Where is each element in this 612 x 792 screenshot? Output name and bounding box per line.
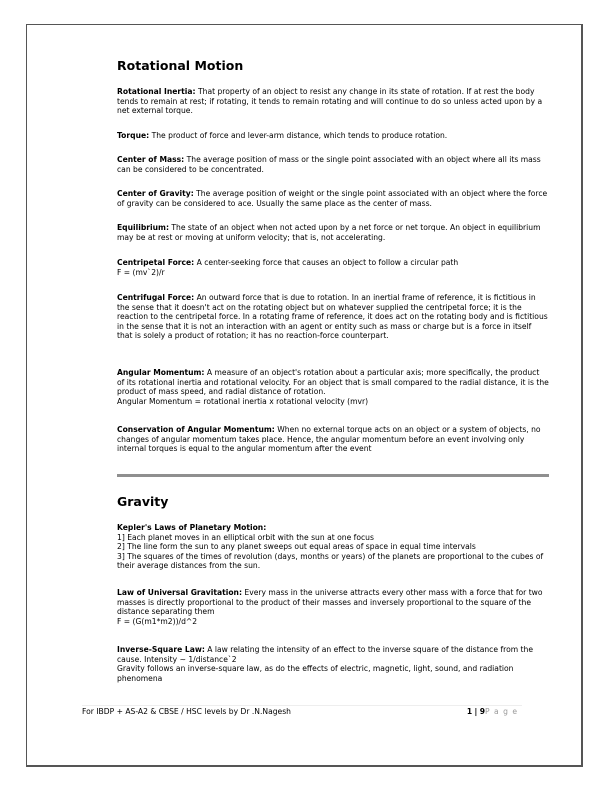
kepler-law-2: 2] The line form the sun to any planet sweeps out equal areas of space in equal time intervals (117, 542, 476, 552)
formula: F = (mv`2)/r (117, 267, 165, 277)
page-total: 9 (479, 707, 486, 716)
formula: Angular Momentum = rotational inertia x rotational velocity (mvr) (117, 396, 369, 406)
definition: A measure of an object's rotation about a particular axis; more specifically, the product of its rotational inertia and rotational velocity. For an object that is small compared to the radial distance, it is the product of mass speed, and radial distance of rotation. (117, 368, 549, 397)
definition: When no external torque acts on an object or a system of objects, no changes of angular momentum takes place. Hence, the angular momentum before an event involving only internal torques is equal to the angular momentum after the event (117, 425, 541, 454)
term: Kepler's Laws of Planetary Motion: (117, 523, 267, 532)
entry-rotational-inertia (117, 87, 549, 116)
entry-center-of-gravity (117, 189, 549, 208)
term: Equilibrium: (117, 223, 169, 232)
term: Centripetal Force: (117, 258, 195, 267)
entry-equilibrium (117, 223, 549, 242)
term: Law of Universal Gravitation: (117, 588, 243, 597)
definition: Every mass in the universe attracts every other mass with a force that for two masses is directly proportional to the product of their masses and inversely proportional to the square of the distance separating them (117, 588, 543, 617)
definition: A law relating the intensity of an effect to the inverse square of the distance from the cause. Intensity ~ 1/distance`2 (117, 645, 533, 664)
definition: The state of an object when not acted upon by a net force or net torque. An object in equilibrium may be at rest or moving at uniform velocity; that is, not accelerating. (117, 223, 541, 242)
term: Rotational Inertia: (117, 87, 196, 96)
page-word: P a g e (485, 707, 518, 716)
term: Torque: (117, 131, 150, 140)
entry-conservation-of-angular-momentum (117, 425, 549, 454)
entry-centripetal-force (117, 258, 549, 277)
definition: The product of force and lever-arm distance, which tends to produce rotation. (149, 131, 448, 140)
entry-keplers-laws (117, 523, 549, 571)
page (26, 24, 583, 767)
section-divider (117, 474, 549, 477)
section-title-rotational: Rotational Motion (117, 58, 244, 73)
term: Conservation of Angular Momentum: (117, 425, 275, 434)
entry-center-of-mass (117, 155, 549, 174)
definition: That property of an object to resist any change in its state of rotation. If at rest the body tends to remain at rest; if rotating, it tends to remain rotating and will continue to do so unless acted upon by a net external torque. (117, 87, 543, 116)
entry-centrifugal-force (117, 293, 549, 341)
kepler-law-1: 1] Each planet moves in an elliptical orbit with the sun at one focus (117, 532, 374, 542)
page-number: 1 (466, 707, 473, 716)
formula: F = (G(m1*m2))/d^2 (117, 616, 198, 626)
term: Inverse-Square Law: (117, 645, 205, 654)
definition: An outward force that is due to rotation. In an inertial frame of reference, it is fictitious in the sense that it doesn't act on the rotating object but on whatever supplied the centripetal force; it is the reaction to the centripetal force. In a rotating frame of reference, it does act on the rotating body and is fictitious in the sense that it is not an interaction with an agent or entity such as mass or charge but is a force in itself that is solely a product of rotation; it has no reaction-force counterpart. (117, 293, 548, 341)
definition: A center-seeking force that causes an object to follow a circular path (194, 258, 459, 267)
footer-credit: For IBDP + AS-A2 & CBSE / HSC levels by Dr .N.Nagesh (82, 707, 291, 716)
entry-universal-gravitation (117, 588, 549, 626)
term: Centrifugal Force: (117, 293, 195, 302)
entry-inverse-square-law (117, 645, 549, 683)
term: Angular Momentum: (117, 368, 205, 377)
kepler-law-3: 3] The squares of the times of revolution (days, months or years) of the planets are proportional to the cubes of their average distances from the sun. (117, 551, 544, 571)
definition: The average position of weight or the single point associated with an object where the force of gravity can be considered to ace. Usually the same place as the center of mass. (117, 189, 548, 208)
entry-torque (117, 131, 549, 141)
term: Center of Gravity: (117, 189, 194, 198)
note: Gravity follows an inverse-square law, as do the effects of electric, magnetic, light, sound, and radiation phenomena (117, 664, 514, 683)
definition: The average position of mass or the single point associated with an object where all its mass can be considered to be concentrated. (117, 155, 541, 174)
term: Center of Mass: (117, 155, 185, 164)
entry-angular-momentum (117, 368, 549, 406)
page-separator: | (474, 707, 478, 716)
section-title-gravity: Gravity (117, 494, 169, 509)
page-indicator (467, 706, 518, 718)
page-footer (82, 705, 522, 718)
